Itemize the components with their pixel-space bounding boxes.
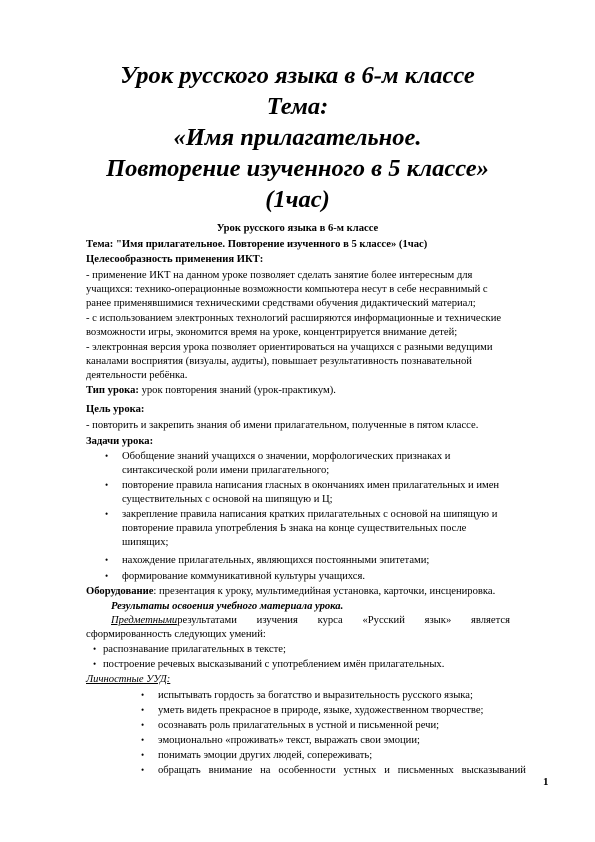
personal-item-last (158, 764, 526, 777)
ict-line: ранее применявшимися техническими средствами обучения дидактический материал; (86, 298, 476, 309)
ict-line: - электронная версия урока позволяет ориентироваться на учащихся с разными ведущими (86, 342, 493, 353)
personal-word: устных (343, 765, 377, 776)
results-word: изучения (256, 615, 298, 626)
title-line-1: Урок русского языка в 6-м классе (120, 62, 475, 89)
title-line-3: «Имя прилагательное. (173, 124, 422, 151)
lesson-type-line (86, 384, 336, 397)
personal-item: уметь видеть прекрасное в природе, языке, художественном творчестве; (158, 705, 484, 716)
bullet-icon: • (141, 750, 145, 760)
personal-word: особенности (278, 765, 336, 776)
ict-line: возможности игры, экономится время на уроке, концентрируется внимание детей; (86, 327, 458, 338)
bullet-icon: • (105, 451, 109, 461)
task-line: Обобщение знаний учащихся о значении, морфологических признаках и (122, 451, 451, 462)
bullet-icon: • (141, 720, 145, 730)
title-line-5: (1час) (265, 186, 330, 213)
task-line: существительных с основой на шипящую и Ц; (122, 494, 333, 505)
results-word: результатами (177, 615, 237, 626)
personal-word: письменных (397, 765, 454, 776)
results-heading: Результаты освоения учебного материала урока. (111, 601, 344, 612)
ict-line: каналами восприятия (визуалы, аудиты), повышает результативность познавательной (86, 356, 472, 367)
result-item: построение речевых высказываний с употреблением имён прилагательных. (103, 659, 445, 670)
personal-word: высказываний (461, 765, 526, 776)
results-subject-line (111, 614, 510, 627)
goal-text: - повторить и закрепить знания об имени прилагательном, полученные в пятом классе. (86, 420, 479, 431)
bullet-icon: • (141, 735, 145, 745)
task-line: повторение правила употребления Ь знака на конце существительных после (122, 523, 467, 534)
bullet-icon: • (105, 480, 109, 490)
equipment-line (86, 585, 495, 598)
results-line-2: сформированность следующих умений: (86, 629, 266, 640)
personal-word: обращать (158, 765, 201, 776)
task-line: формирование коммуникативной культуры учащихся. (122, 571, 366, 582)
personal-label: Личностные УУД: (86, 674, 171, 685)
ict-line: деятельности ребёнка. (86, 370, 188, 381)
equipment-label: Оборудование (86, 586, 154, 597)
personal-word: на (260, 765, 271, 776)
personal-item: понимать эмоции других людей, сопереживать; (158, 750, 373, 761)
task-line: закрепление правила написания кратких прилагательных с основой на шипящую и (122, 509, 498, 520)
bullet-icon: • (105, 555, 109, 565)
results-word: «Русский (362, 615, 405, 626)
bullet-icon: • (105, 571, 109, 581)
task-line: повторение правила написания гласных в окончаниях имен прилагательных и имен (122, 480, 500, 491)
personal-item: испытывать гордость за богатство и выразительность русского языка; (158, 690, 473, 701)
personal-word: внимание (208, 765, 253, 776)
personal-item: осознавать роль прилагательных в устной и письменной речи; (158, 720, 440, 731)
bullet-icon: • (141, 690, 145, 700)
ict-line: - с использованием электронных технологий расширяются информационные и технические (86, 313, 502, 324)
task-line: шипящих; (122, 537, 169, 548)
task-line: синтаксической роли имени прилагательного; (122, 465, 330, 476)
subject-results-word: Предметными (111, 615, 178, 626)
bullet-icon: • (141, 765, 145, 775)
bullet-icon: • (141, 705, 145, 715)
lesson-type-label: Тип урока: (86, 385, 139, 396)
title-line-4: Повторение изученного в 5 классе» (106, 155, 489, 182)
title-line-2: Тема: (266, 93, 329, 120)
ict-line: - применение ИКТ на данном уроке позволяет сделать занятие более интересным для (86, 270, 473, 281)
personal-word: и (384, 765, 390, 776)
equipment-value: : презентация к уроку, мультимедийная установка, карточки, инсценировка. (153, 586, 496, 597)
theme-line: Тема: "Имя прилагательное. Повторение изученного в 5 классе» (1час) (86, 239, 428, 250)
result-item: распознавание прилагательных в тексте; (103, 644, 286, 655)
results-word: язык» (424, 615, 452, 626)
personal-item: эмоционально «проживать» текст, выражать свои эмоции; (158, 735, 420, 746)
results-word: является (471, 615, 510, 626)
goal-label: Цель урока: (86, 404, 145, 415)
bullet-icon: • (93, 644, 97, 654)
bullet-icon: • (105, 509, 109, 519)
tasks-label: Задачи урока: (86, 436, 154, 447)
ict-line: учащихся: технико-операционные возможности компьютера несут в себе несравнимый с (86, 284, 488, 295)
results-word: курса (317, 615, 343, 626)
ict-heading: Целесообразность применения ИКТ: (86, 254, 264, 265)
subtitle: Урок русского языка в 6-м классе (216, 223, 379, 234)
task-line: нахождение прилагательных, являющихся постоянными эпитетами; (122, 555, 430, 566)
lesson-type-value: урок повторения знаний (урок-практикум). (138, 385, 336, 396)
page-number: 1 (543, 776, 549, 788)
bullet-icon: • (93, 659, 97, 669)
